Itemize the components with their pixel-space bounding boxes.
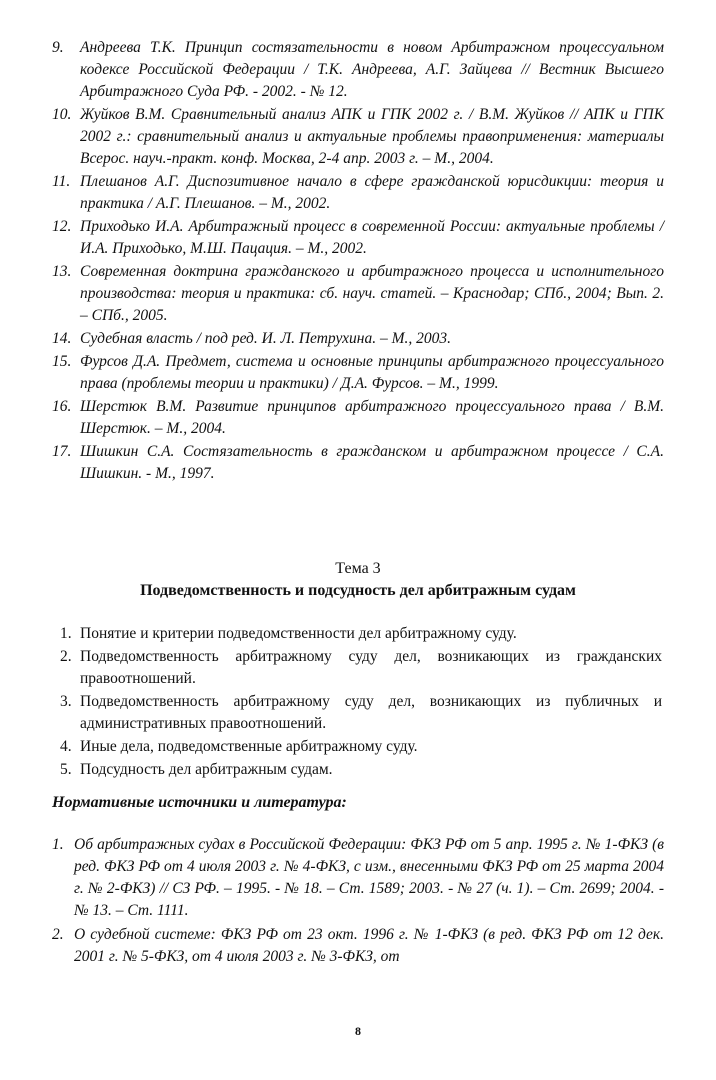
bibliography-item: 14. Судебная власть / под ред. И. Л. Петрухина. – М., 2003. <box>52 330 451 347</box>
bibliography-item: 13. Современная доктрина гражданского и арбитражного процесса и исполнительного производства: теория и практика: сб. науч. статей. – Краснодар; СПб., 2004; Вып. 2. – СПб., 2005. <box>52 263 664 324</box>
bibliography-list <box>52 37 664 486</box>
question-item: 3. Подведомственность арбитражному суду дел, возникающих из публичных и административных правоотношений. <box>60 693 662 732</box>
question-item: 4. Иные дела, подведомственные арбитражному суду. <box>60 738 418 755</box>
question-item: 2. Подведомственность арбитражному суду дел, возникающих из гражданских правоотношений. <box>60 648 662 687</box>
question-item: 1. Понятие и критерии подведомственности дел арбитражному суду. <box>60 625 517 642</box>
literature-heading: Нормативные источники и литература: <box>52 794 347 811</box>
page-number: 8 <box>355 1024 361 1038</box>
bibliography-item: 17. Шишкин С.А. Состязательность в гражданском и арбитражном процессе / С.А. Шишкин. - М., 1997. <box>52 443 664 482</box>
bibliography-item: 10. Жуйков В.М. Сравнительный анализ АПК и ГПК 2002 г. / В.М. Жуйков // АПК и ГПК 2002 г.: сравнительный анализ и актуальные проблемы правоприменения: материалы Всерос. науч.-практ. конф. Москва, 2-4 апр. 2003 г. – М., 2004. <box>52 106 664 167</box>
bibliography-item: 11. Плешанов А.Г. Диспозитивное начало в сфере гражданской юрисдикции: теория и практика / А.Г. Плешанов. – М., 2002. <box>52 173 664 212</box>
bibliography-item: 16. Шерстюк В.М. Развитие принципов арбитражного процессуального права / В.М. Шерстюк. – М., 2004. <box>52 398 664 437</box>
question-item: 5. Подсудность дел арбитражным судам. <box>60 761 333 778</box>
theme-number: Тема 3 <box>335 560 381 577</box>
bibliography-item: 12. Приходько И.А. Арбитражный процесс в современной России: актуальные проблемы / И.А. Приходько, М.Ш. Пацация. – М., 2002. <box>52 218 664 257</box>
bibliography-item: 15. Фурсов Д.А. Предмет, система и основные принципы арбитражного процессуального права (проблемы теории и практики) / Д.А. Фурсов. – М., 1999. <box>52 353 664 392</box>
bibliography-item: 9. Андреева Т.К. Принцип состязательности в новом Арбитражном процессуальном кодексе Российской Федерации / Т.К. Андреева, А.Г. Зайцева // Вестник Высшего Арбитражного Суда РФ. - 2002. - № 12. <box>52 39 664 100</box>
theme-title: Подведомственность и подсудность дел арбитражным судам <box>140 582 576 599</box>
laws-list <box>52 834 664 970</box>
law-item: 2. О судебной системе: ФКЗ РФ от 23 окт. 1996 г. № 1-ФКЗ (в ред. ФКЗ РФ от 12 дек. 2001 г. № 5-ФКЗ, от 4 июля 2003 г. № 3-ФКЗ, от <box>52 926 664 965</box>
law-item: 1. Об арбитражных судах в Российской Федерации: ФКЗ РФ от 5 апр. 1995 г. № 1-ФКЗ (в ред. ФКЗ РФ от 4 июля 2003 г. № 4-ФКЗ, с изм., внесенными ФКЗ РФ от 25 марта 2004 г. № 2-ФКЗ) // СЗ РФ. – 1995. - № 18. – Ст. 1589; 2003. - № 27 (ч. 1). – Ст. 2699; 2004. - № 13. – Ст. 1111. <box>52 836 664 919</box>
questions-list <box>60 623 662 782</box>
